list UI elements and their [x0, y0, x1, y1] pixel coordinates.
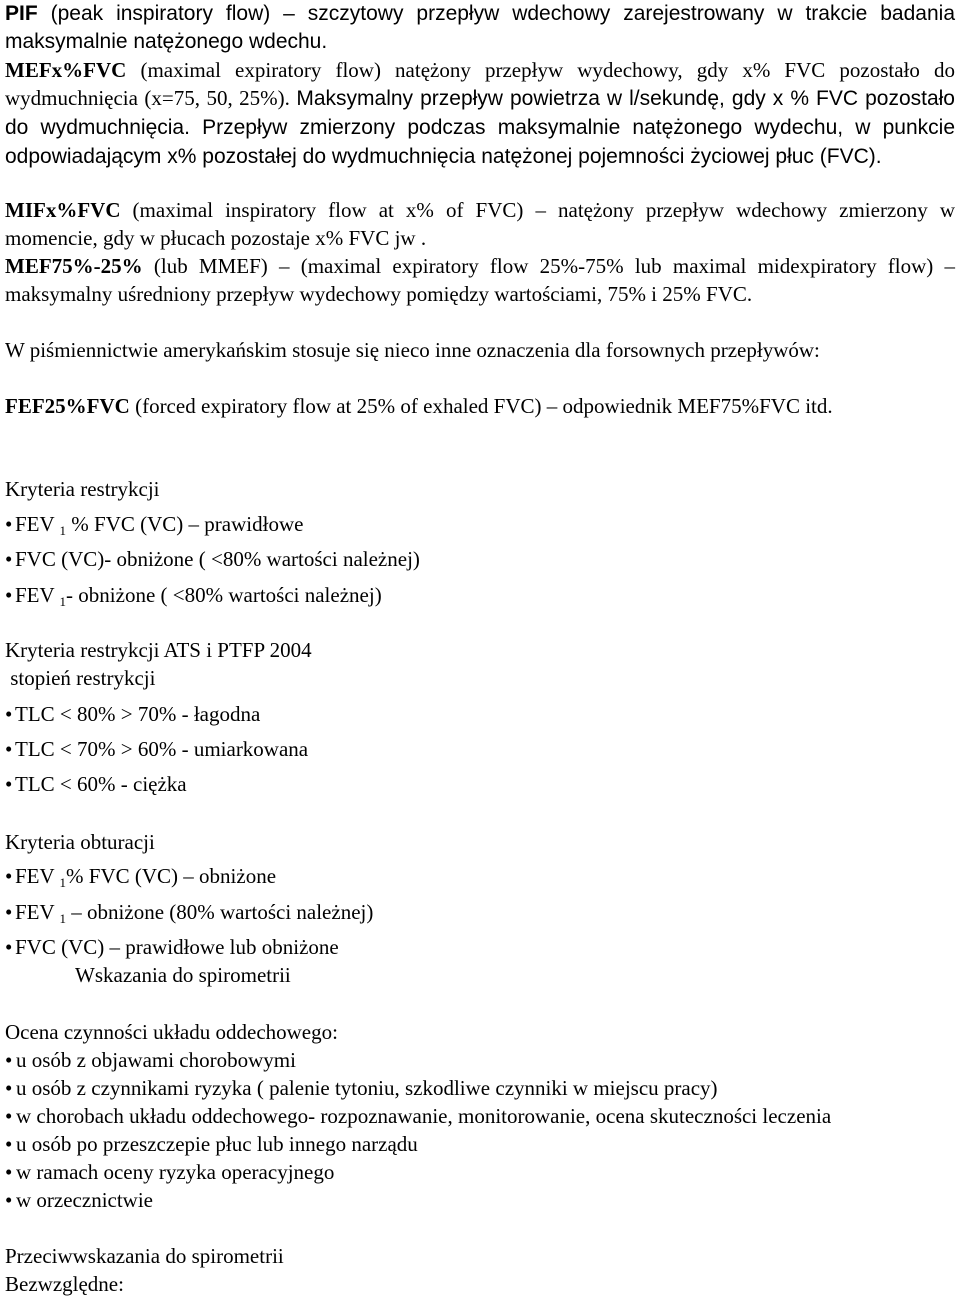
- fef-definition: [5, 392, 955, 420]
- assessment-item: • u osób z objawami chorobowymi: [5, 1048, 296, 1072]
- bullet-icon: •: [5, 737, 13, 761]
- bullet-icon: •: [5, 935, 13, 959]
- american-notation-note: W piśmiennictwie amerykańskim stosuje się nieco inne oznaczenia dla forsownych przepływów:: [5, 338, 820, 362]
- bullet-icon: •: [5, 900, 13, 924]
- ats-item: • TLC < 70% > 60% - umiarkowana: [5, 737, 309, 761]
- restriction-heading: Kryteria restrykcji: [5, 477, 160, 501]
- mifx-text: (maximal inspiratory flow at x% of FVC) – natężony przepływ wdechowy zmierzony w momencie, gdy w płucach pozostaje x% FVC jw .: [5, 198, 955, 250]
- bullet-icon: •: [5, 1160, 13, 1184]
- mefx-text-serif: (maximal expiratory flow) natężony przepływ wydechowy, gdy x% FVC pozostało do wydmuchnięcia (x=75, 50, 25%).: [5, 58, 955, 110]
- assessment-item: • u osób z czynnikami ryzyka ( palenie tytoniu, szkodliwe czynniki w miejscu pracy): [5, 1076, 718, 1100]
- ats-heading: Kryteria restrykcji ATS i PTFP 2004: [5, 638, 312, 662]
- bullet-icon: •: [5, 1132, 13, 1156]
- pif-definition: [5, 0, 955, 56]
- obstruction-item: • FEV $_1$ – obniżone (80% wartości należnej): [5, 900, 374, 926]
- assessment-heading: Ocena czynności układu oddechowego:: [5, 1020, 338, 1044]
- mefx-term: MEFx%FVC: [5, 58, 127, 82]
- bullet-icon: •: [5, 1188, 13, 1212]
- mifx-term: MIFx%FVC: [5, 198, 121, 222]
- bullet-icon: •: [5, 864, 13, 888]
- obstruction-item: • FVC (VC) – prawidłowe lub obniżone: [5, 935, 339, 959]
- assessment-item: • w ramach oceny ryzyka operacyjnego: [5, 1160, 335, 1184]
- bullet-icon: •: [5, 702, 13, 726]
- restriction-item: • FEV $_1$ % FVC (VC) – prawidłowe: [5, 512, 304, 538]
- bullet-icon: •: [5, 583, 13, 607]
- obstruction-item: • FEV $_1$% FVC (VC) – obniżone: [5, 864, 277, 890]
- mefx-definition: [5, 56, 955, 171]
- fef-term: FEF25%FVC: [5, 394, 130, 418]
- assessment-item: • w orzecznictwie: [5, 1188, 154, 1212]
- bullet-icon: •: [5, 512, 13, 536]
- mef7525-term: MEF75%-25%: [5, 254, 143, 278]
- restriction-item: • FEV $_1$- obniżone ( <80% wartości należnej): [5, 583, 382, 609]
- mef7525-definition: [5, 252, 955, 308]
- pif-term: PIF: [5, 2, 38, 25]
- assessment-item: • u osób po przeszczepie płuc lub innego narządu: [5, 1132, 418, 1156]
- contraindications-heading: Przeciwwskazania do spirometrii: [5, 1244, 284, 1268]
- restriction-item: • FVC (VC)- obniżone ( <80% wartości należnej): [5, 547, 420, 571]
- bullet-icon: •: [5, 1048, 13, 1072]
- bullet-icon: •: [5, 1076, 13, 1100]
- obstruction-heading: Kryteria obturacji: [5, 830, 155, 854]
- bullet-icon: •: [5, 772, 13, 796]
- mifx-definition: [5, 196, 955, 252]
- mefx-text-sans: Maksymalny przepływ powietrza w l/sekundę, gdy x % FVC pozostało do wydmuchnięcia. Przepływ zmierzony podczas maksymalnie natężonego wydechu, w punkcie odpowiadającym x% pozostałej do wydmuchnięcia natężonej pojemności życiowej płuc (FVC).: [5, 87, 955, 168]
- fef-text: (forced expiratory flow at 25% of exhaled FVC) – odpowiednik MEF75%FVC itd.: [129, 394, 833, 418]
- mef7525-text: (lub MMEF) – (maximal expiratory flow 25%-75% lub maximal midexpiratory flow) – maksymalny uśredniony przepływ wydechowy pomiędzy wartościami, 75% i 25% FVC.: [5, 254, 955, 306]
- bullet-icon: •: [5, 547, 13, 571]
- contraindications-subheading: Bezwzględne:: [5, 1272, 124, 1296]
- assessment-item: • w chorobach układu oddechowego- rozpoznawanie, monitorowanie, ocena skuteczności leczenia: [5, 1104, 832, 1128]
- ats-item: • TLC < 80% > 70% - łagodna: [5, 702, 261, 726]
- ats-item: • TLC < 60% - ciężka: [5, 772, 187, 796]
- pif-text: (peak inspiratory flow) – szczytowy przepływ wdechowy zarejestrowany w trakcie badania maksymalnie natężonego wdechu.: [5, 2, 955, 53]
- bullet-icon: •: [5, 1104, 13, 1128]
- indications-heading: Wskazania do spirometrii: [75, 963, 291, 987]
- ats-subheading: stopień restrykcji: [5, 666, 156, 690]
